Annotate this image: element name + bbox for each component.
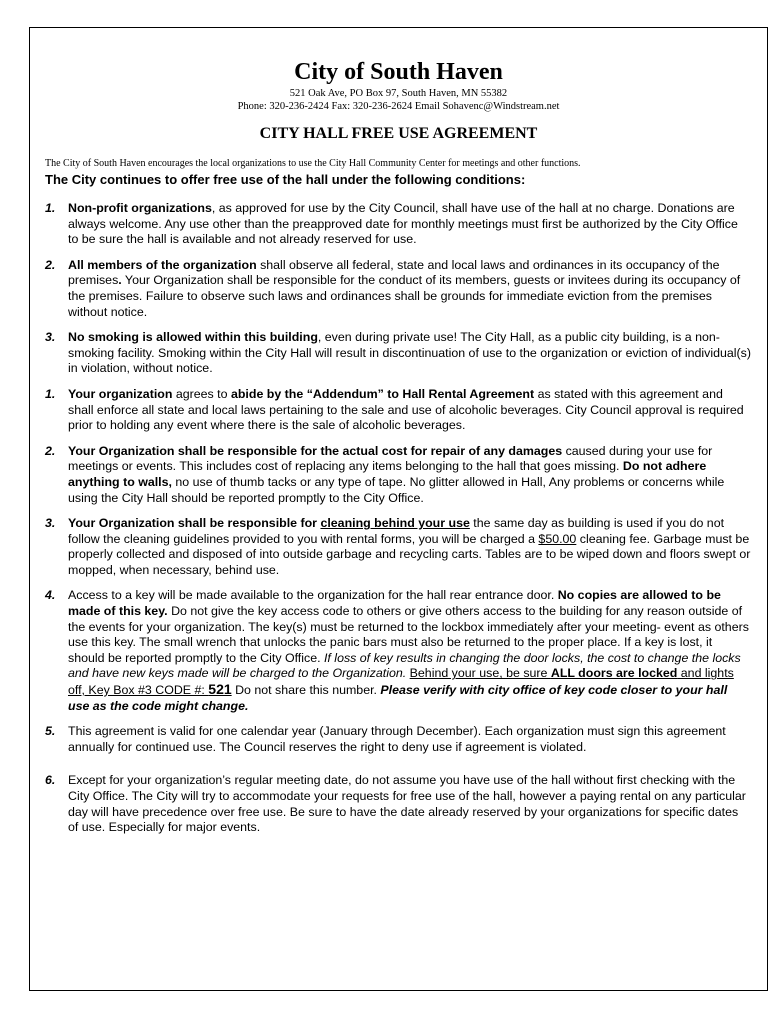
condition-item <box>45 588 751 714</box>
condition-item <box>45 258 751 320</box>
conditions-line: The City continues to offer free use of the hall under the following conditions: <box>45 172 526 187</box>
item-text: the same day as building is used if you do not follow the cleaning guidelines provided to you with rental forms, you will be charged a <box>68 516 725 546</box>
item-lead: Your Organization shall be responsible for <box>68 516 321 531</box>
item-text: Your Organization shall be responsible for the conduct of its members, guests or invitees during its occupancy of the premises. Failure to observe such laws and ordinances shall be grounds for immediate eviction from the premises without notice. <box>68 273 741 319</box>
item-bold: . <box>118 273 122 288</box>
condition-item <box>45 724 751 755</box>
condition-item <box>45 201 751 248</box>
item-text: , even during private use! The City Hall, as a public city building, is a non-smoking facility. Smoking within the City Hall will result in discontinuation of use to the organization or eviction of individual(s) in violation, without notice. <box>68 330 751 376</box>
conditions-list <box>45 201 751 836</box>
condition-item <box>45 330 751 377</box>
item-text: as stated with this agreement and shall enforce all state and local laws pertaining to the sale and use of alcoholic beverages. City Council approval is required prior to holding any event where there is the sale of alcoholic beverages. <box>68 386 744 433</box>
item-number: 4. <box>45 588 56 603</box>
item-text: agrees to <box>172 386 231 401</box>
item-text: Do not share this number. <box>231 683 381 698</box>
item-underline: Behind your use, be sure <box>409 666 551 681</box>
document-page <box>29 27 768 991</box>
item-text: Access to a key will be made available to the organization for the hall rear entrance door. <box>68 588 558 603</box>
item-text: no use of thumb tacks or any type of tape. No glitter allowed in Hall, Any problems or concerns while using the City Hall should be reported promptly to the City Office. <box>68 474 725 505</box>
condition-item <box>45 387 751 434</box>
item-underline: and lights off, Key Box #3 CODE #: <box>68 666 734 698</box>
item-text: Do not give the key access code to others or give others access to the building for any reason outside of the events for your organization. The key(s) must be returned to the lockbox immediately after your meeting- event as others use this key. The small wrench that unlocks the panic bars must also be returned to the proper place. If a key is lost, it should be reported promptly to the City Office. <box>68 604 749 665</box>
item-lead: All members of the organization <box>68 257 257 272</box>
condition-item <box>45 444 751 506</box>
contact-line: Phone: 320-236-2424 Fax: 320-236-2624 Email Sohavenc@Windstream.net <box>237 101 560 112</box>
item-text: cleaning fee. Garbage must be properly collected and disposed of into outside garbage and recycling carts. Tables are to be wiped down and floors swept or mopped, when necessary, behind use. <box>68 531 751 577</box>
item-italic: If loss of key results in changing the door locks, the cost to change the locks and have new keys made will be charged to the Organization. <box>68 650 741 681</box>
intro-line: The City of South Haven encourages the local organizations to use the City Hall Community Center for meetings and other functions. <box>45 158 581 169</box>
item-lead: Your Organization shall be responsible for the actual cost for repair of any damages <box>68 443 563 458</box>
address-line: 521 Oak Ave, PO Box 97, South Haven, MN 55382 <box>289 88 508 99</box>
item-number: 3. <box>45 516 56 531</box>
item-number: 2. <box>45 443 56 458</box>
city-title: City of South Haven <box>294 59 503 85</box>
item-bold-underline: cleaning behind your use <box>320 516 470 531</box>
key-code: 521 <box>208 681 232 698</box>
item-bold: abide by the “Addendum” to Hall Rental Agreement <box>230 386 535 401</box>
item-number: 1. <box>45 201 56 215</box>
agreement-heading: CITY HALL FREE USE AGREEMENT <box>259 125 538 142</box>
condition-item <box>45 516 751 578</box>
item-text: This agreement is valid for one calendar year (January through December). Each organization must sign this agreement annually for continued use. The Council reserves the right to deny use if agreement is violated. <box>68 724 726 754</box>
item-number: 3. <box>45 330 56 345</box>
item-text: caused during your use for meetings or events. This includes cost of replacing any items belonging to the hall that goes missing. <box>68 443 713 474</box>
item-number: 5. <box>45 724 56 739</box>
item-lead: No smoking is allowed within this building <box>68 330 318 345</box>
item-bold: Do not adhere anything to walls, <box>68 459 707 489</box>
cleaning-fee: $50.00 <box>538 531 577 546</box>
item-bold-underline: ALL doors are locked <box>550 666 678 681</box>
item-lead: Your organization <box>68 386 173 401</box>
item-text: shall observe all federal, state and local laws and ordinances in its occupancy of the premises <box>68 257 720 288</box>
item-text: , as approved for use by the City Council, shall have use of the hall at no charge. Donations are always welcome. Any use other than the preapproved date for monthly meetings must first be authorized by the City Office to be sure the hall is available and not already reserved for use. <box>68 201 738 247</box>
item-bold-italic: Please verify with city office of key code closer to your hall use as the code might change. <box>68 683 728 713</box>
item-bold: No copies are allowed to be made of this key. <box>68 588 721 619</box>
item-number: 2. <box>45 257 56 272</box>
item-number: 6. <box>45 773 56 788</box>
item-lead: Non-profit organizations <box>68 201 212 215</box>
item-text: Except for your organization’s regular meeting date, do not assume you have use of the hall without first checking with the City Office. The City will try to accommodate your requests for free use of the hall, however a paying rental on any particular day will have precedence over free use. Be sure to have the date already reserved by your organizations for specific dates of use. Especially for major events. <box>68 773 746 835</box>
item-number: 1. <box>45 386 56 401</box>
condition-item <box>45 773 751 835</box>
